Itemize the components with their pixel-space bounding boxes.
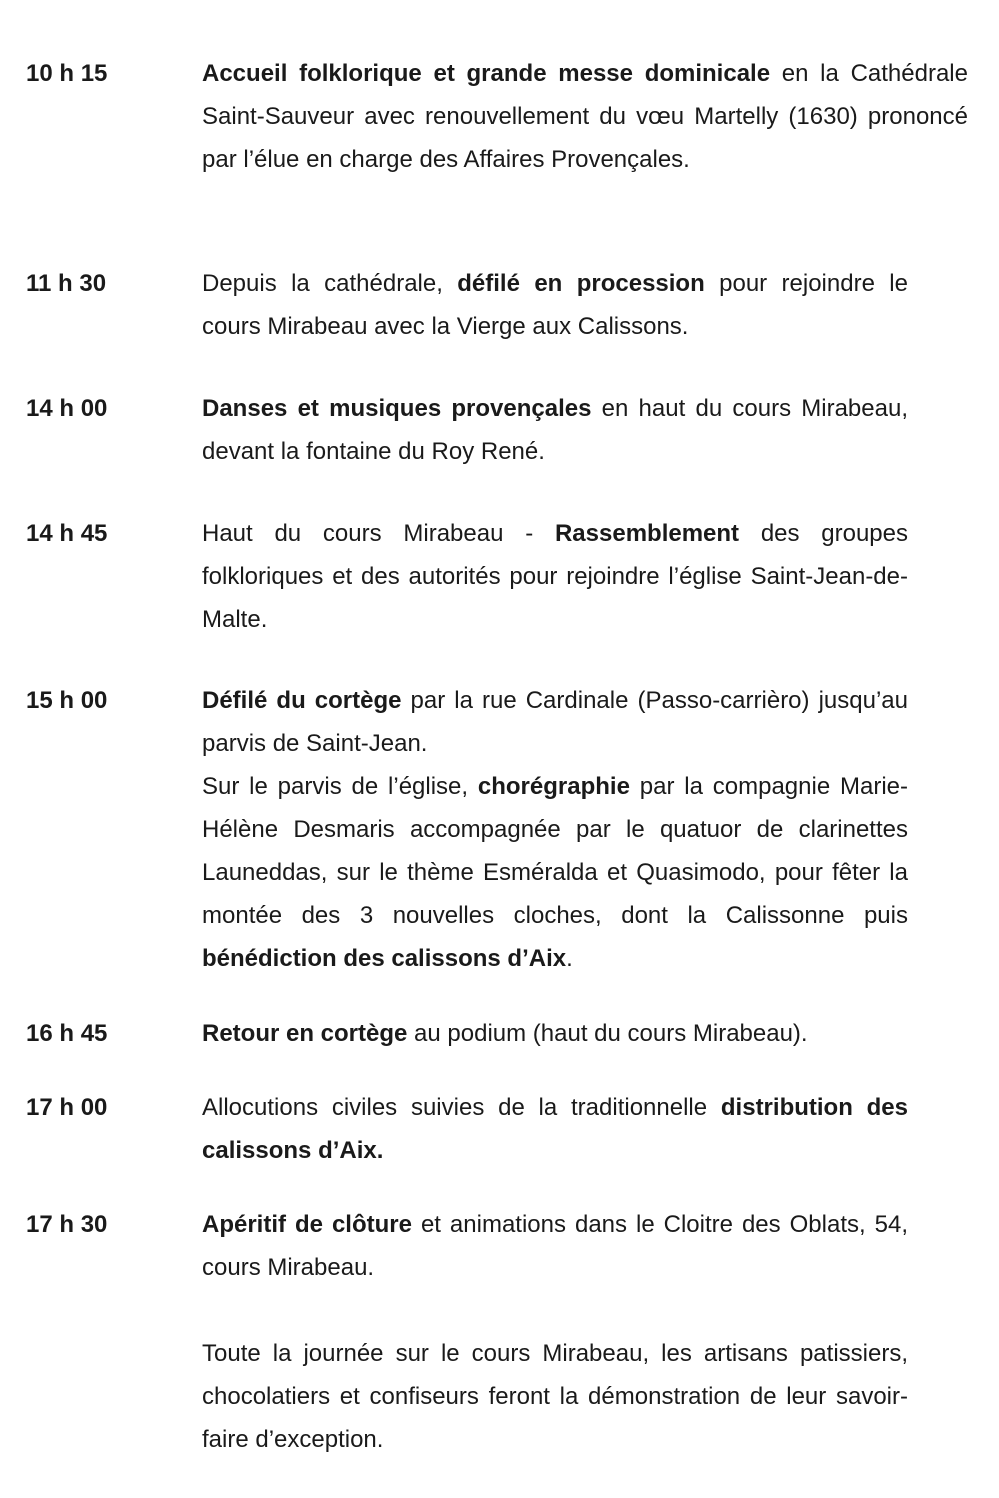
- description-text: en la Cathédrale Saint-Sauveur avec renouvellement du vœu Martelly (1630) prononcé par l’élue en charge des Affaires Provençales.: [202, 60, 968, 173]
- entry-time: 15 h 00: [26, 687, 108, 714]
- highlighted-text: Apéritif de clôture: [202, 1211, 412, 1238]
- highlighted-text: distribution des calissons d’Aix.: [202, 1094, 908, 1164]
- description-text: par la rue Cardinale (Passo-carrièro) jusqu’au parvis de Saint-Jean.: [202, 687, 908, 757]
- entry-description: [202, 1012, 908, 1055]
- highlighted-text: bénédiction des calissons d’Aix: [202, 945, 567, 972]
- description-text: pour rejoindre le cours Mirabeau avec la Vierge aux Calissons.: [202, 270, 908, 340]
- entry-time: 11 h 30: [26, 270, 107, 297]
- description-paragraph: [202, 1203, 908, 1289]
- entry-description: [202, 679, 908, 980]
- description-paragraph: [202, 52, 968, 181]
- description-paragraph: [202, 679, 908, 765]
- description-paragraph: [202, 1012, 908, 1055]
- entry-description: [202, 52, 968, 181]
- highlighted-text: Rassemblement: [554, 520, 740, 547]
- entry-description: [202, 262, 908, 348]
- description-paragraph: [202, 512, 908, 641]
- description-paragraph: [202, 262, 908, 348]
- description-text: par la compagnie Marie-Hélène Desmaris accompagnée par le quatuor de clarinettes Launeddas, sur le thème Esméralda et Quasimodo, pour fêter la montée des 3 nouvelles cloches, dont la Calissonne puis: [202, 773, 909, 929]
- description-text: Toute la journée sur le cours Mirabeau, les artisans patissiers, chocolatiers et confiseurs feront la démonstration de leur savoir-faire d’exception.: [202, 1340, 908, 1453]
- description-paragraph: [202, 765, 908, 980]
- entry-description: [202, 1086, 908, 1172]
- description-text: au podium (haut du cours Mirabeau).: [407, 1020, 808, 1047]
- entry-time: 14 h 00: [26, 395, 108, 422]
- entry-time: 17 h 30: [26, 1211, 108, 1238]
- highlighted-text: Défilé du cortège: [202, 687, 402, 714]
- entry-time: 10 h 15: [26, 60, 108, 87]
- entry-time: 17 h 00: [26, 1094, 108, 1121]
- description-text: en haut du cours Mirabeau, devant la fontaine du Roy René.: [202, 395, 908, 465]
- highlighted-text: chorégraphie: [477, 773, 630, 800]
- description-paragraph: [202, 1332, 908, 1461]
- entry-description: [202, 387, 908, 473]
- entry-time: 16 h 45: [26, 1020, 108, 1047]
- entry-description: [202, 1332, 908, 1461]
- highlighted-text: Accueil folklorique et grande messe dominicale: [202, 60, 771, 87]
- entry-time: 14 h 45: [26, 520, 108, 547]
- highlighted-text: Retour en cortège: [202, 1020, 408, 1047]
- highlighted-text: défilé en procession: [457, 270, 705, 297]
- description-text: .: [566, 945, 573, 972]
- highlighted-text: Danses et musiques provençales: [202, 395, 592, 422]
- description-text: et animations dans le Cloitre des Oblats, 54, cours Mirabeau.: [202, 1211, 908, 1281]
- description-text: Allocutions civiles suivies de la traditionnelle: [202, 1094, 721, 1121]
- description-text: Haut du cours Mirabeau -: [202, 520, 555, 547]
- description-paragraph: [202, 387, 908, 473]
- entry-description: [202, 512, 908, 641]
- description-text: Depuis la cathédrale,: [202, 270, 458, 297]
- entry-description: [202, 1203, 908, 1289]
- description-paragraph: [202, 1086, 908, 1172]
- description-text: Sur le parvis de l’église,: [202, 773, 478, 800]
- description-text: des groupes folkloriques et des autorités pour rejoindre l’église Saint-Jean-de-Malte.: [202, 520, 909, 633]
